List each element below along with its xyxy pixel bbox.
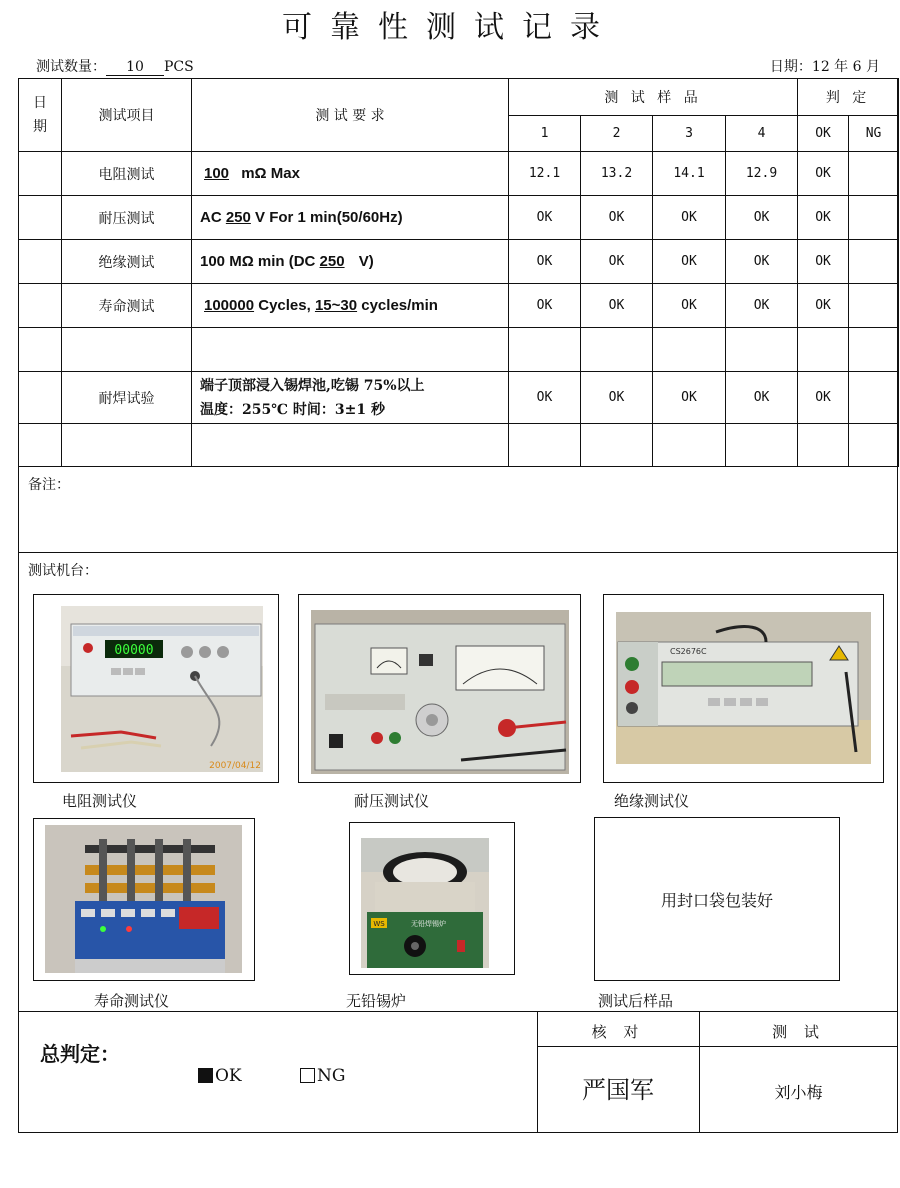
row-date bbox=[19, 284, 62, 328]
sample-box-text: 用封口袋包装好 bbox=[660, 890, 773, 910]
judge-ok: OK bbox=[798, 196, 849, 240]
divider bbox=[18, 1011, 898, 1012]
row-requirement: 100 mΩ Max bbox=[192, 152, 509, 196]
sample-value: OK bbox=[509, 372, 581, 424]
caption-insulation: 绝缘测试仪 bbox=[614, 792, 690, 810]
sample-box bbox=[594, 817, 840, 981]
table-row-empty bbox=[19, 424, 899, 467]
row-requirement: 端子顶部浸入锡焊池,吃锡 75%以上 温度：255℃ 时间：3±1 秒 bbox=[192, 372, 509, 424]
test-table bbox=[18, 78, 899, 467]
tester-signature: 刘小梅 bbox=[774, 1083, 823, 1102]
sample-num: 3 bbox=[653, 116, 726, 152]
row-item: 耐压测试 bbox=[62, 196, 192, 240]
sample-value: 12.1 bbox=[509, 152, 581, 196]
sample-value: OK bbox=[653, 196, 726, 240]
resistance-tester-image bbox=[61, 606, 263, 772]
verdict-ok-label: OK bbox=[215, 1066, 242, 1086]
judge-ok: OK bbox=[798, 152, 849, 196]
resistance-tester-photo bbox=[61, 606, 263, 772]
header-date: 日期 bbox=[19, 79, 62, 152]
sample-value: OK bbox=[653, 240, 726, 284]
solder-pot-photo bbox=[361, 838, 489, 968]
sample-value: OK bbox=[726, 240, 798, 284]
judge-ok: OK bbox=[798, 372, 849, 424]
row-item: 耐焊试验 bbox=[62, 372, 192, 424]
test-date bbox=[770, 56, 880, 76]
checkbox-checked-icon bbox=[198, 1068, 213, 1083]
caption-solder-pot: 无铅锡炉 bbox=[346, 992, 407, 1010]
sample-value: 13.2 bbox=[581, 152, 653, 196]
row-date bbox=[19, 240, 62, 284]
bench-label: 测试机台： bbox=[28, 563, 98, 579]
caption-resistance: 电阻测试仪 bbox=[62, 792, 138, 810]
qty-unit: PCS bbox=[164, 59, 194, 75]
judge-ok: OK bbox=[798, 240, 849, 284]
row-date bbox=[19, 196, 62, 240]
caption-withstand: 耐压测试仪 bbox=[354, 792, 430, 810]
checker-signature: 严国军 bbox=[582, 1076, 654, 1104]
judge-ng bbox=[849, 196, 899, 240]
divider bbox=[18, 552, 898, 553]
table-row bbox=[19, 284, 899, 328]
header-samples: 测 试 样 品 bbox=[509, 79, 798, 116]
verdict-ng-option[interactable] bbox=[300, 1066, 345, 1086]
sample-num: 4 bbox=[726, 116, 798, 152]
table-row bbox=[19, 240, 899, 284]
row-date bbox=[19, 152, 62, 196]
test-quantity bbox=[36, 56, 194, 76]
sample-value: OK bbox=[581, 284, 653, 328]
check-header: 核 对 bbox=[591, 1023, 645, 1041]
signoff-divider bbox=[537, 1046, 898, 1047]
sample-value: OK bbox=[581, 372, 653, 424]
sample-num: 2 bbox=[581, 116, 653, 152]
sample-value: OK bbox=[509, 284, 581, 328]
life-tester-image bbox=[45, 825, 242, 973]
solder-pot-name: 无铅焊锡炉 bbox=[411, 920, 446, 928]
sample-value: OK bbox=[509, 240, 581, 284]
sample-num: 1 bbox=[509, 116, 581, 152]
insulation-tester-image bbox=[616, 612, 871, 764]
caption-life: 寿命测试仪 bbox=[94, 992, 170, 1010]
judge-ng bbox=[849, 372, 899, 424]
notes-label: 备注： bbox=[28, 477, 70, 493]
table-row-empty bbox=[19, 328, 899, 372]
verdict-label: 总判定： bbox=[40, 1042, 120, 1066]
row-requirement: 100 MΩ min (DC 250 V) bbox=[192, 240, 509, 284]
table-row bbox=[19, 196, 899, 240]
row-date bbox=[19, 372, 62, 424]
test-header: 测 试 bbox=[772, 1023, 825, 1041]
table-row bbox=[19, 372, 899, 424]
sample-value: 14.1 bbox=[653, 152, 726, 196]
header-ng: NG bbox=[849, 116, 899, 152]
header-judge: 判 定 bbox=[798, 79, 899, 116]
sample-value: OK bbox=[726, 196, 798, 240]
row-requirement: 100000 Cycles, 15~30 cycles/min bbox=[192, 284, 509, 328]
row-item: 电阻测试 bbox=[62, 152, 192, 196]
sample-value: OK bbox=[581, 240, 653, 284]
page-title: 可靠性测试记录 bbox=[282, 10, 618, 45]
photo-date-stamp: 2007/04/12 bbox=[209, 761, 261, 771]
header-item: 测试项目 bbox=[62, 79, 192, 152]
header-ok: OK bbox=[798, 116, 849, 152]
withstand-tester-photo bbox=[311, 610, 569, 774]
row-item: 绝缘测试 bbox=[62, 240, 192, 284]
sample-value: OK bbox=[726, 284, 798, 328]
judge-ok: OK bbox=[798, 284, 849, 328]
date-value: 12 年 6 月 bbox=[811, 59, 880, 75]
date-label: 日期： bbox=[769, 59, 812, 75]
sample-value: OK bbox=[653, 372, 726, 424]
qty-label: 测试数量： bbox=[36, 59, 106, 75]
insulation-model: CS2676C bbox=[670, 647, 707, 656]
insulation-tester-photo bbox=[616, 612, 871, 764]
row-requirement: AC 250 V For 1 min(50/60Hz) bbox=[192, 196, 509, 240]
verdict-ok-option[interactable] bbox=[198, 1066, 242, 1086]
sample-value: OK bbox=[726, 372, 798, 424]
table-row bbox=[19, 152, 899, 196]
header-requirement: 测 试 要 求 bbox=[192, 79, 509, 152]
sample-value: 12.9 bbox=[726, 152, 798, 196]
qty-value: 10 bbox=[106, 59, 164, 76]
sample-value: OK bbox=[653, 284, 726, 328]
judge-ng bbox=[849, 152, 899, 196]
life-tester-photo bbox=[45, 825, 242, 973]
sample-value: OK bbox=[581, 196, 653, 240]
judge-ng bbox=[849, 284, 899, 328]
verdict-ng-label: NG bbox=[317, 1066, 346, 1086]
solder-pot-image bbox=[361, 838, 489, 968]
row-item: 寿命测试 bbox=[62, 284, 192, 328]
caption-sample: 测试后样品 bbox=[598, 992, 674, 1010]
withstand-tester-image bbox=[311, 610, 569, 774]
lcd-readout: 00000 bbox=[114, 643, 154, 658]
solder-pot-brand: WS bbox=[373, 920, 385, 928]
sample-value: OK bbox=[509, 196, 581, 240]
judge-ng bbox=[849, 240, 899, 284]
checkbox-empty-icon bbox=[300, 1068, 315, 1083]
